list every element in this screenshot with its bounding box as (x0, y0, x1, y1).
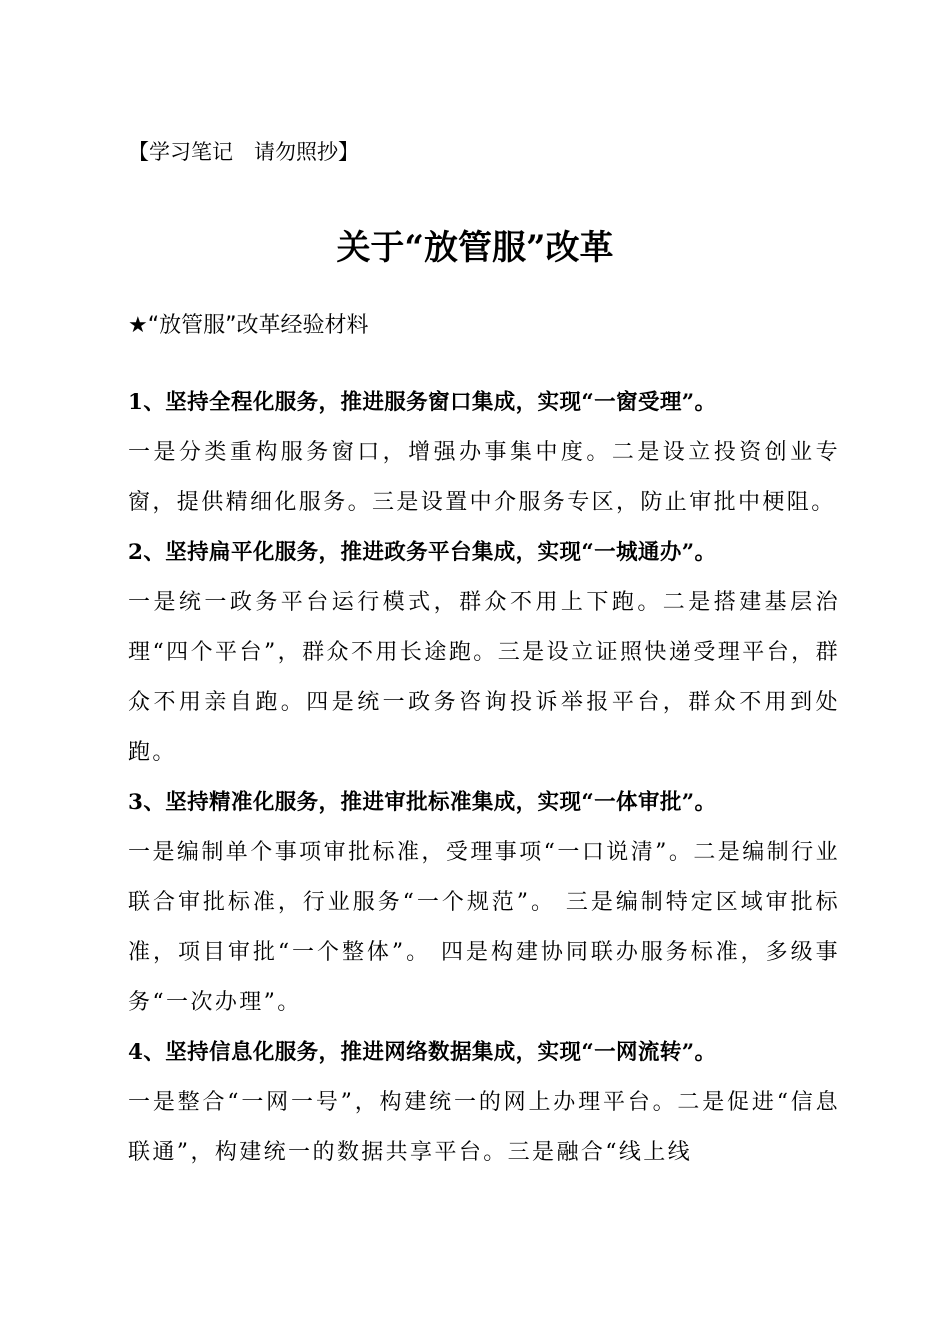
section-2 (128, 528, 840, 778)
section-3 (128, 778, 840, 1028)
section-4 (128, 1028, 840, 1178)
section-heading: 3、坚持精准化服务，推进审批标准集成，实现“一体审批”。 (128, 790, 717, 815)
section-1 (128, 378, 840, 528)
section-paragraph: 一是分类重构服务窗口，增强办事集中度。二是设立投资创业专窗，提供精细化服务。三是设置中介服务专区，防止审批中梗阻。 (128, 440, 840, 515)
section-heading: 4、坚持信息化服务，推进网络数据集成，实现“一网流转”。 (128, 1040, 717, 1065)
section-heading: 2、坚持扁平化服务，推进政务平台集成，实现“一城通办”。 (128, 540, 717, 565)
study-note-label: 【学习笔记 请勿照抄】 (128, 140, 359, 164)
section-paragraph: 一是整合“一网一号”，构建统一的网上办理平台。二是促进“信息联通”，构建统一的数据共享平台。三是融合“线上线 (128, 1090, 840, 1165)
document-title: 关于“放管服”改革 (336, 228, 614, 268)
section-heading: 1、坚持全程化服务，推进服务窗口集成，实现“一窗受理”。 (128, 390, 717, 415)
section-paragraph: 一是编制单个事项审批标准，受理事项“一口说清”。二是编制行业联合审批标准，行业服务“一个规范”。 三是编制特定区域审批标准，项目审批“一个整体”。 四是构建协同联办服务标准，多级事务“一次办理”。 (128, 840, 840, 1015)
document-subtitle: ★“放管服”改革经验材料 (128, 313, 369, 338)
document-body (128, 378, 840, 1178)
section-paragraph: 一是统一政务平台运行模式，群众不用上下跑。二是搭建基层治理“四个平台”，群众不用长途跑。三是设立证照快递受理平台，群众不用亲自跑。四是统一政务咨询投诉举报平台，群众不用到处跑。 (128, 590, 840, 765)
